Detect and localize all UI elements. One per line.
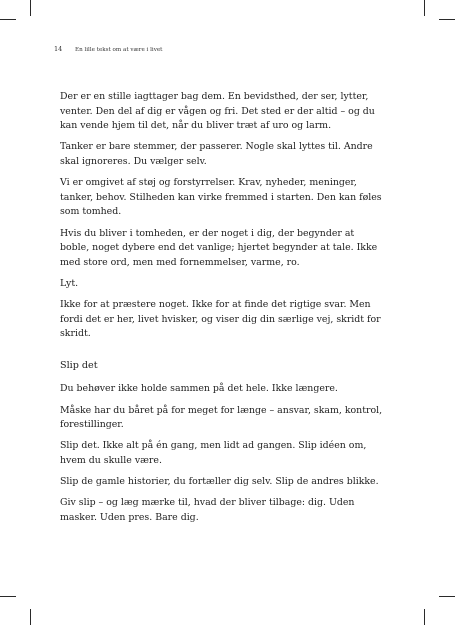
- crop-mark: [439, 19, 455, 20]
- paragraph: Lyt.: [60, 277, 79, 289]
- crop-mark: [30, 609, 31, 625]
- crop-mark: [30, 0, 31, 16]
- paragraph: Tanker er bare stemmer, der passerer. Nogle skal lyttes til. Andre skal ignoreres. Du vælger selv.: [60, 141, 373, 167]
- running-header: [54, 45, 415, 53]
- paragraph: Der er en stille iagttager bag dem. En bevidsthed, der ser, lytter, venter. Den del af dig er vågen og fri. Det sted er der altid – og du kan vende hjem til det, når du bliver træt af uro og larm.: [60, 91, 375, 132]
- body-text: [60, 90, 385, 532]
- paragraph: Ikke for at præstere noget. Ikke for at finde det rigtige svar. Men fordi det er her, livet hvisker, og viser dig din særlige vej, skridt for skridt.: [60, 299, 381, 340]
- paragraph: Du behøver ikke holde sammen på det hele. Ikke længere.: [60, 383, 338, 395]
- running-title: En lille tekst om at være i livet: [75, 47, 163, 53]
- crop-mark: [0, 19, 16, 20]
- crop-mark: [424, 0, 425, 16]
- section-heading: Slip det: [60, 359, 98, 371]
- page-number: 14: [54, 45, 63, 53]
- crop-mark: [424, 609, 425, 625]
- paragraph: Vi er omgivet af støj og forstyrrelser. Krav, nyheder, meninger, tanker, behov. Stilheden kan virke fremmed i starten. Den kan føles som tomhed.: [60, 177, 382, 218]
- paragraph: Slip de gamle historier, du fortæller dig selv. Slip de andres blikke.: [60, 476, 379, 488]
- crop-mark: [439, 596, 455, 597]
- crop-mark: [0, 596, 16, 597]
- paragraph: Slip det. Ikke alt på én gang, men lidt ad gangen. Slip idéen om, hvem du skulle være.: [60, 440, 367, 467]
- paragraph: Giv slip – og læg mærke til, hvad der bliver tilbage: dig. Uden masker. Uden pres. Bare dig.: [60, 497, 355, 523]
- paragraph: Hvis du bliver i tomheden, er der noget i dig, der begynder at boble, noget dybere end det vanlige; hjertet begynder at tale. Ikke med store ord, men med fornemmelser, varme, ro.: [60, 227, 378, 268]
- paragraph: Måske har du båret på for meget for længe – ansvar, skam, kontrol, forestillinger.: [60, 404, 383, 431]
